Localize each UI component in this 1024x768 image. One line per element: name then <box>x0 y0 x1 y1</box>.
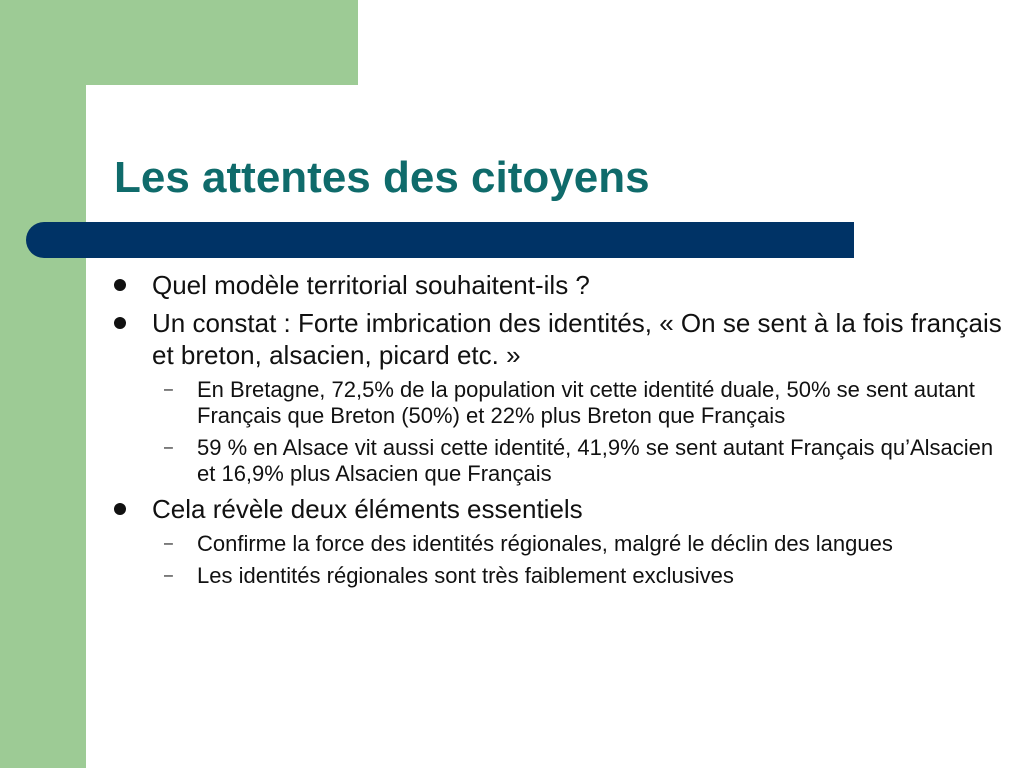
top-green-band <box>0 0 358 85</box>
sub-bullet-item <box>112 563 1012 589</box>
sub-bullet-text: Les identités régionales sont très faiblement exclusives <box>197 563 734 588</box>
bullet-text: Quel modèle territorial souhaitent-ils ? <box>152 270 590 300</box>
sub-bullet-text: En Bretagne, 72,5% de la population vit cette identité duale, 50% se sent autant Français que Breton (50%) et 22% plus Breton que Français <box>197 377 975 428</box>
bullet-dot-icon <box>114 317 126 329</box>
bullet-item <box>112 307 1012 371</box>
slide-title: Les attentes des citoyens <box>114 153 650 202</box>
bullet-item <box>112 269 1012 301</box>
sub-bullet-item <box>112 531 1012 557</box>
bullet-dot-icon <box>114 279 126 291</box>
dash-marker: – <box>164 535 173 552</box>
dash-marker: – <box>164 567 173 584</box>
bullet-text: Un constat : Forte imbrication des identités, « On se sent à la fois français et breton, alsacien, picard etc. » <box>152 308 1002 370</box>
slide-body <box>112 269 1012 595</box>
sub-bullet-text: Confirme la force des identités régionales, malgré le déclin des langues <box>197 531 893 556</box>
sub-bullet-item <box>112 377 1012 429</box>
sub-bullet-item <box>112 435 1012 487</box>
dash-marker: – <box>164 381 173 398</box>
sub-bullet-text: 59 % en Alsace vit aussi cette identité, 41,9% se sent autant Français qu’Alsacien et 16,9% plus Alsacien que Français <box>197 435 994 486</box>
bullet-item <box>112 493 1012 525</box>
title-underline-bar <box>26 222 854 258</box>
bullet-text: Cela révèle deux éléments essentiels <box>152 494 583 524</box>
bullet-dot-icon <box>114 503 126 515</box>
dash-marker: – <box>164 439 173 456</box>
left-green-band <box>0 0 86 768</box>
